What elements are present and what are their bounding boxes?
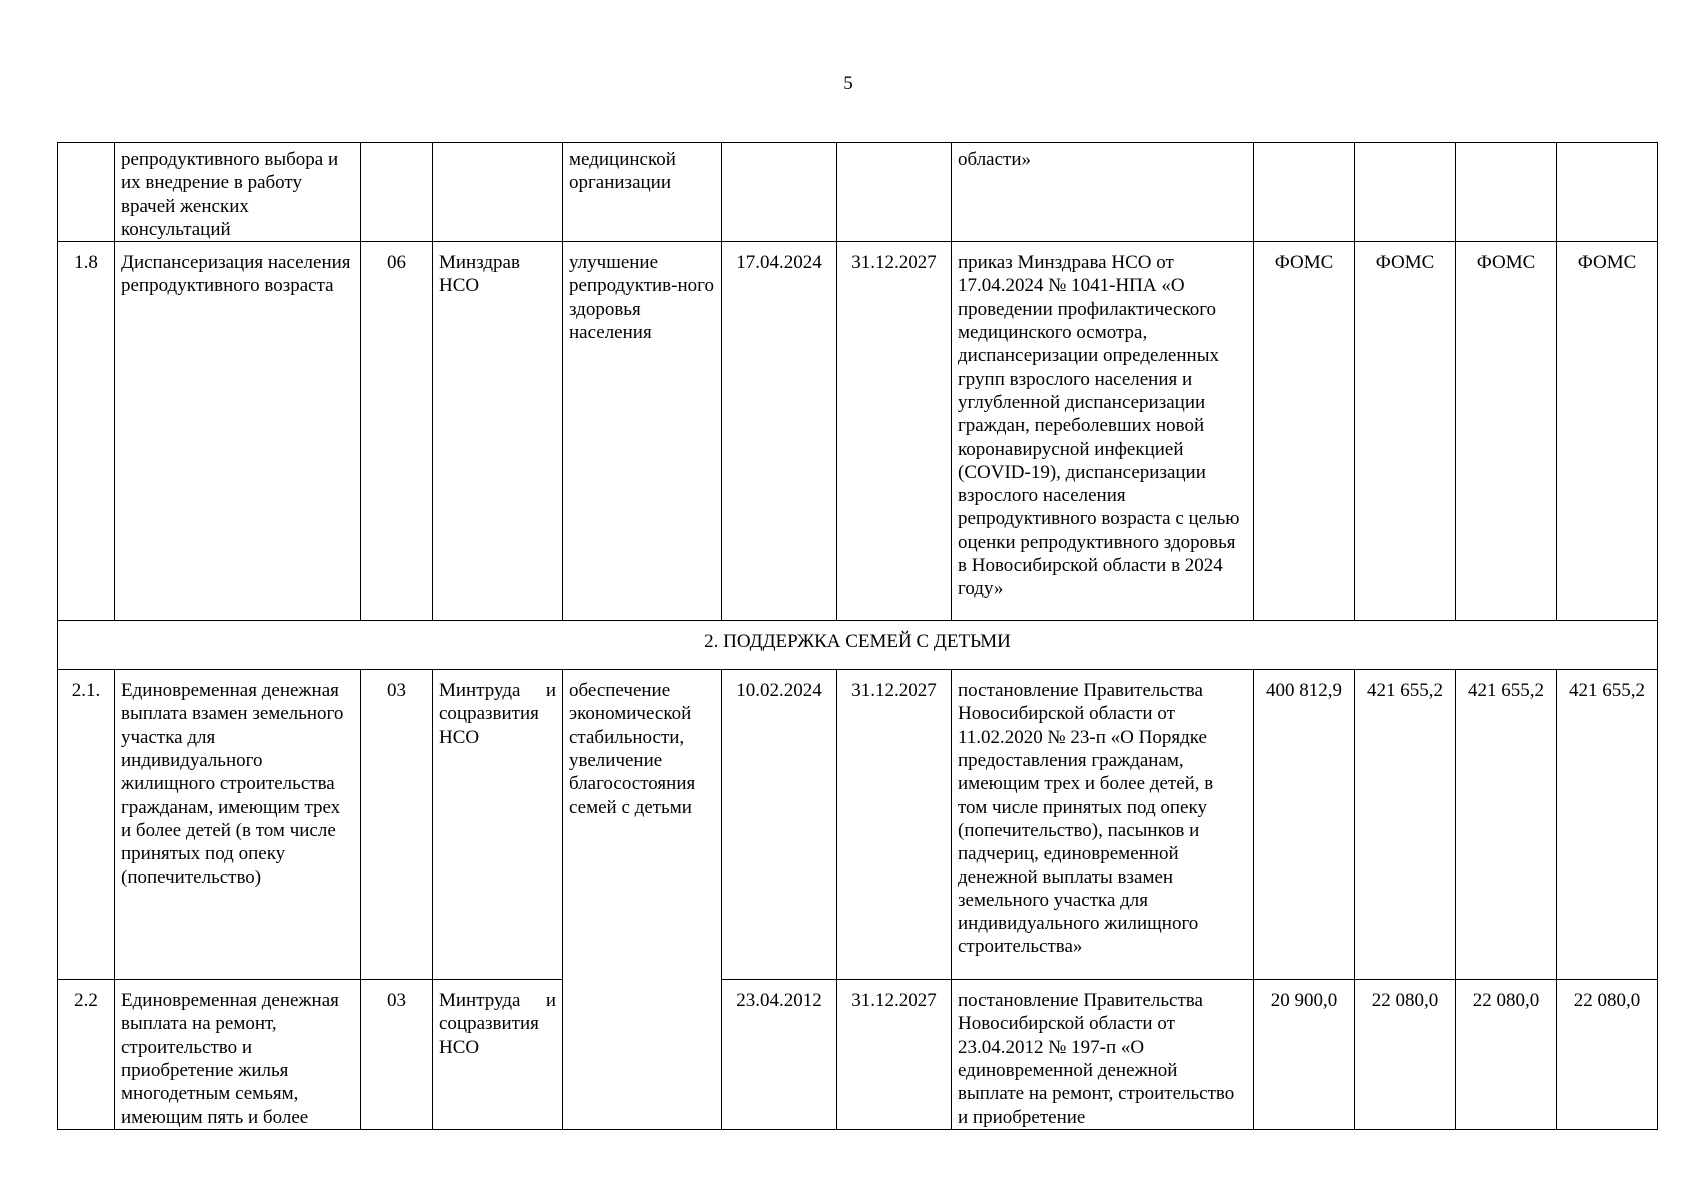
cell-year-1: 20 900,0 (1254, 980, 1355, 1130)
cell-year-3: ФОМС (1456, 242, 1557, 621)
cell-legal-basis: приказ Минздрава НСО от 17.04.2024 № 1041-НПА «О проведении профилактического медицинского осмотра, диспансеризации определенных групп взрослого населения и углубленной диспансеризации граждан, переболевших новой коронавирусной инфекцией (COVID-19), диспансеризации взрослого населения репродуктивного возраста с целью оценки репродуктивного здоровья в Новосибирской области в 2024 году» (952, 242, 1254, 621)
cell-end-date (837, 143, 952, 242)
cell-start-date (722, 143, 837, 242)
measures-table (57, 142, 1658, 1130)
cell-num (58, 143, 115, 242)
cell-code (361, 143, 433, 242)
table-row-2-2 (58, 980, 1658, 1130)
cell-year-1: ФОМС (1254, 242, 1355, 621)
cell-result: улучшение репродуктив-ного здоровья населения (563, 242, 722, 621)
cell-executor (433, 143, 563, 242)
cell-year-1: 400 812,9 (1254, 670, 1355, 980)
cell-code: 03 (361, 980, 433, 1130)
cell-num: 2.2 (58, 980, 115, 1130)
cell-end-date: 31.12.2027 (837, 242, 952, 621)
cell-measure-name: репродуктивного выбора и их внедрение в работу врачей женских консультаций (115, 143, 361, 242)
cell-measure-name: Диспансеризация населения репродуктивного возраста (115, 242, 361, 621)
table-row-2-1 (58, 670, 1658, 980)
section-title: 2. ПОДДЕРЖКА СЕМЕЙ С ДЕТЬМИ (58, 621, 1658, 670)
cell-result: обеспечение экономической стабильности, увеличение благосостояния семей с детьми (563, 670, 722, 1130)
cell-code: 03 (361, 670, 433, 980)
cell-start-date: 10.02.2024 (722, 670, 837, 980)
cell-year-2: 22 080,0 (1355, 980, 1456, 1130)
cell-num: 2.1. (58, 670, 115, 980)
table-row-1-8 (58, 242, 1658, 621)
cell-year-2: 421 655,2 (1355, 670, 1456, 980)
cell-year-3: 421 655,2 (1456, 670, 1557, 980)
table-row-continuation (58, 143, 1658, 242)
cell-executor: Минздрав НСО (433, 242, 563, 621)
cell-legal-basis: постановление Правительства Новосибирской области от 23.04.2012 № 197-п «О единовременной денежной выплате на ремонт, строительство и приобретение (952, 980, 1254, 1130)
cell-executor: Минтруда и соцразвития НСО (433, 980, 563, 1130)
cell-measure-name: Единовременная денежная выплата на ремонт, строительство и приобретение жилья многодетным семьям, имеющим пять и более (115, 980, 361, 1130)
cell-code: 06 (361, 242, 433, 621)
cell-year-2: ФОМС (1355, 242, 1456, 621)
cell-start-date: 23.04.2012 (722, 980, 837, 1130)
cell-year-3 (1456, 143, 1557, 242)
cell-end-date: 31.12.2027 (837, 670, 952, 980)
cell-result: медицинской организации (563, 143, 722, 242)
cell-legal-basis: области» (952, 143, 1254, 242)
cell-num: 1.8 (58, 242, 115, 621)
cell-executor: Минтруда и соцразвития НСО (433, 670, 563, 980)
cell-year-1 (1254, 143, 1355, 242)
cell-start-date: 17.04.2024 (722, 242, 837, 621)
cell-year-4: 421 655,2 (1557, 670, 1658, 980)
cell-year-4: ФОМС (1557, 242, 1658, 621)
cell-year-3: 22 080,0 (1456, 980, 1557, 1130)
page-number: 5 (843, 73, 853, 94)
cell-measure-name: Единовременная денежная выплата взамен земельного участка для индивидуального жилищного строительства гражданам, имеющим трех и более детей (в том числе принятых под опеку (попечительство) (115, 670, 361, 980)
cell-end-date: 31.12.2027 (837, 980, 952, 1130)
cell-year-2 (1355, 143, 1456, 242)
cell-year-4 (1557, 143, 1658, 242)
cell-legal-basis: постановление Правительства Новосибирской области от 11.02.2020 № 23-п «О Порядке предоставления гражданам, имеющим трех и более детей, в том числе принятых под опеку (попечительство), пасынков и падчериц, единовременной денежной выплаты взамен земельного участка для индивидуального жилищного строительства» (952, 670, 1254, 980)
cell-year-4: 22 080,0 (1557, 980, 1658, 1130)
section-row (58, 621, 1658, 670)
